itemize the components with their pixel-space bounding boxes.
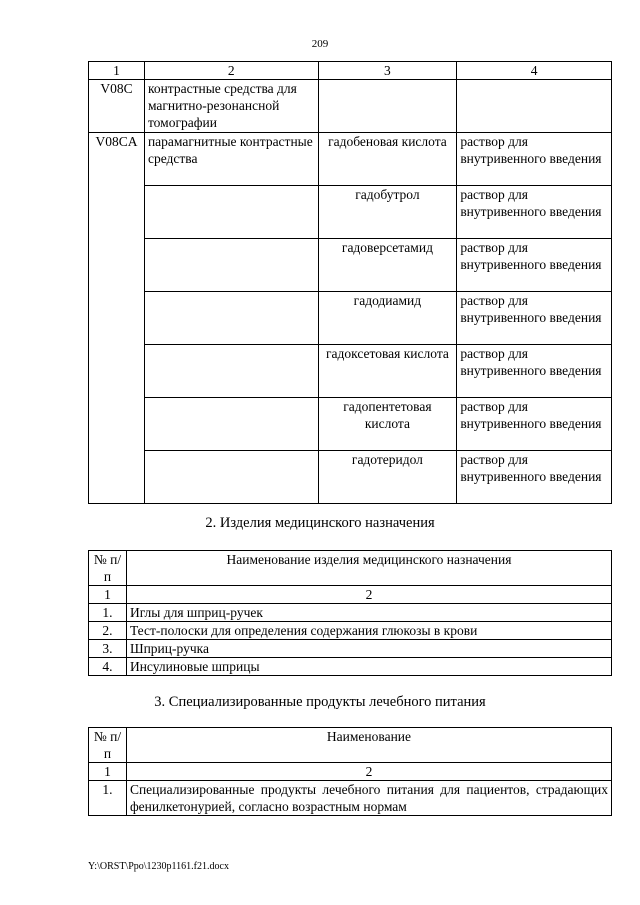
dosage-form: раствор для внутривенного введения [457, 292, 612, 345]
substance-name: гадотеридол [318, 451, 457, 504]
table-row [89, 398, 612, 451]
nutrition-table [88, 727, 612, 816]
atc-code: V08C [89, 80, 145, 133]
dosage-form: раствор для внутривенного введения [457, 133, 612, 186]
row-number: 4. [89, 658, 127, 676]
empty-cell [457, 80, 612, 133]
column-numbers-row [89, 763, 612, 781]
page-number: 209 [311, 38, 329, 50]
empty-cell [144, 398, 318, 451]
item-name: Шприц-ручка [126, 640, 611, 658]
medical-devices-table [88, 550, 612, 676]
table-row [89, 292, 612, 345]
item-name: Специализированные продукты лечебного питания для пациентов, страдающих фенилкетонурией, согласно возрастным нормам [126, 781, 611, 816]
column-number: 4 [457, 62, 612, 80]
section-title-medical-devices: 2. Изделия медицинского назначения [205, 515, 435, 531]
header-number: № п/п [89, 551, 127, 586]
table-row [89, 658, 612, 676]
substance-name: гадоверсетамид [318, 239, 457, 292]
substance-name: гадодиамид [318, 292, 457, 345]
section-title-nutrition: 3. Специализированные продукты лечебного питания [154, 694, 486, 710]
row-number: 1. [89, 604, 127, 622]
row-number: 2. [89, 622, 127, 640]
header-name: Наименование изделия медицинского назначения [126, 551, 611, 586]
dosage-form: раствор для внутривенного введения [457, 186, 612, 239]
table-row [89, 186, 612, 239]
empty-cell [144, 451, 318, 504]
header-name: Наименование [126, 728, 611, 763]
item-name: Иглы для шприц-ручек [126, 604, 611, 622]
table-row [89, 604, 612, 622]
substance-name: гадоксетовая кислота [318, 345, 457, 398]
dosage-form: раствор для внутривенного введения [457, 239, 612, 292]
group-description: парамагнитные контрастные средства [144, 133, 318, 186]
column-number: 3 [318, 62, 457, 80]
table-row [89, 451, 612, 504]
column-number: 2 [144, 62, 318, 80]
column-number: 1 [89, 62, 145, 80]
substance-name: гадобеновая кислота [318, 133, 457, 186]
column-number: 1 [89, 586, 127, 604]
table-row [89, 345, 612, 398]
item-name: Инсулиновые шприцы [126, 658, 611, 676]
table-header-row [89, 551, 612, 586]
column-number: 1 [89, 763, 127, 781]
substance-name: гадопентетовая кислота [318, 398, 457, 451]
empty-cell [144, 186, 318, 239]
empty-cell [144, 292, 318, 345]
row-number: 1. [89, 781, 127, 816]
header-number: № п/п [89, 728, 127, 763]
group-description: контрастные средства для магнитно-резонансной томографии [144, 80, 318, 133]
column-numbers-row [89, 586, 612, 604]
empty-cell [318, 80, 457, 133]
atc-code: V08CA [89, 133, 145, 504]
column-number: 2 [126, 586, 611, 604]
table-row [89, 640, 612, 658]
row-number: 3. [89, 640, 127, 658]
drug-table [88, 61, 612, 504]
file-path-footer: Y:\ORST\Ppo\1230p1161.f21.docx [88, 861, 229, 872]
dosage-form: раствор для внутривенного введения [457, 345, 612, 398]
table-row [89, 622, 612, 640]
dosage-form: раствор для внутривенного введения [457, 451, 612, 504]
item-name: Тест-полоски для определения содержания глюкозы в крови [126, 622, 611, 640]
table-row [89, 133, 612, 186]
dosage-form: раствор для внутривенного введения [457, 398, 612, 451]
empty-cell [144, 239, 318, 292]
table-row [89, 239, 612, 292]
table-row [89, 80, 612, 133]
table-header-row [89, 62, 612, 80]
table-row [89, 781, 612, 816]
table-header-row [89, 728, 612, 763]
empty-cell [144, 345, 318, 398]
substance-name: гадобутрол [318, 186, 457, 239]
column-number: 2 [126, 763, 611, 781]
